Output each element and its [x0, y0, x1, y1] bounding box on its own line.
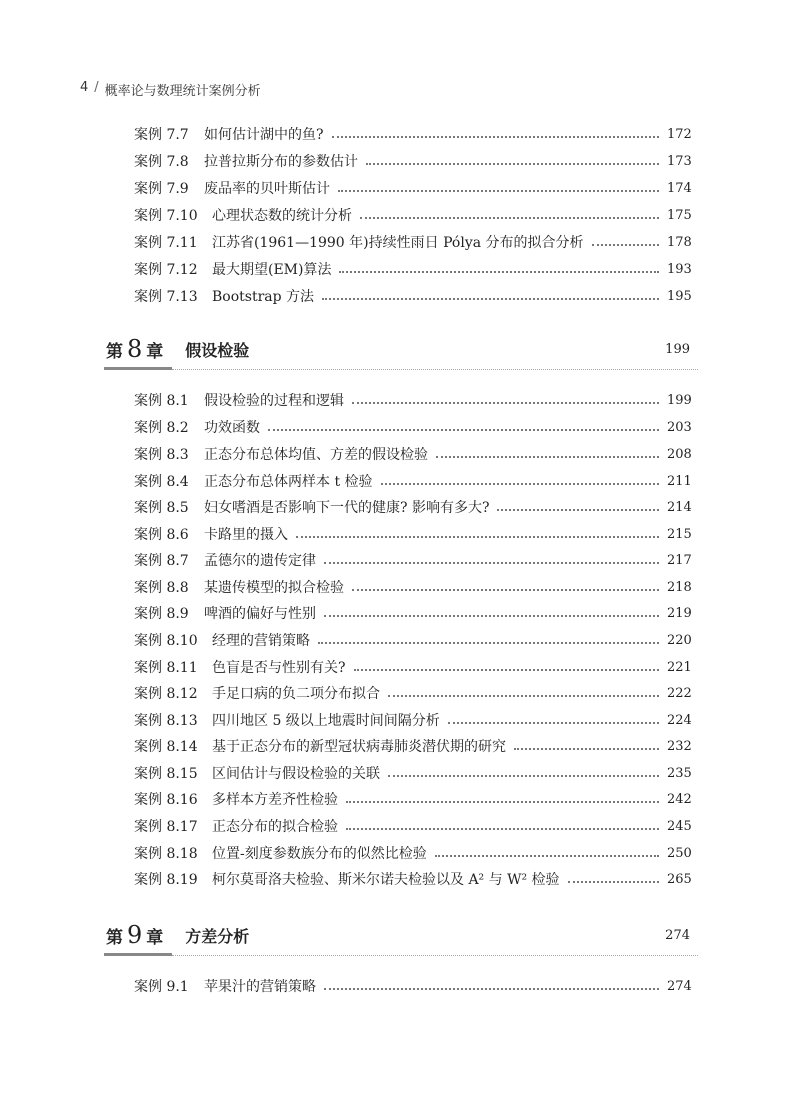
dot-leader	[332, 135, 659, 138]
case-title: 基于正态分布的新型冠状病毒肺炎潜伏期的研究	[212, 739, 506, 755]
page-ref: 214	[667, 499, 692, 515]
page-ref: 265	[667, 871, 692, 887]
case-title: 正态分布的拟合检验	[212, 819, 338, 835]
chapter-prefix: 第	[106, 928, 123, 948]
dot-leader	[318, 641, 659, 644]
page-ref: 211	[667, 473, 692, 489]
dot-leader	[436, 455, 659, 458]
case-title: 正态分布总体两样本 t 检验	[204, 474, 373, 490]
dot-leader	[388, 774, 659, 777]
page-ref: 218	[667, 579, 692, 595]
page-ref: 172	[667, 126, 692, 142]
toc-entry-7-7[interactable]	[134, 121, 692, 147]
dot-leader	[497, 508, 659, 511]
page-ref: 220	[667, 632, 692, 648]
chapter-prefix: 第	[106, 342, 123, 362]
case-number: 案例 8.11	[134, 660, 198, 676]
page-ref: 173	[667, 153, 692, 169]
case-title: 妇女嗜酒是否影响下一代的健康? 影响有多大?	[204, 500, 490, 516]
page-ref: 203	[667, 419, 692, 435]
chapter-9-rule	[104, 953, 698, 956]
case-title: Bootstrap 方法	[212, 289, 315, 305]
case-number: 案例 8.2	[134, 420, 189, 436]
dot-leader	[448, 721, 659, 724]
case-number: 案例 8.15	[134, 766, 198, 782]
case-number: 案例 8.14	[134, 739, 198, 755]
toc-entry-8-8[interactable]	[134, 574, 692, 600]
page-ref: 242	[667, 791, 692, 807]
toc-entry-8-12[interactable]	[134, 680, 692, 706]
dot-leader	[324, 987, 659, 990]
case-number: 案例 8.4	[134, 474, 189, 490]
case-number: 案例 8.17	[134, 819, 198, 835]
case-title: 假设检验的过程和逻辑	[204, 393, 344, 409]
toc-entry-8-11[interactable]	[134, 654, 692, 680]
case-title: 手足口病的负二项分布拟合	[212, 686, 380, 702]
page-ref: 245	[667, 818, 692, 834]
toc-entry-8-10[interactable]	[134, 627, 692, 653]
case-title: 江苏省(1961—1990 年)持续性雨日 Pólya 分布的拟合分析	[212, 235, 584, 251]
dot-leader	[360, 216, 659, 219]
case-number: 案例 8.5	[134, 500, 189, 516]
case-title: 废品率的贝叶斯估计	[204, 181, 330, 197]
chapter-title: 方差分析	[185, 926, 250, 946]
dot-leader	[514, 747, 659, 750]
case-title: 啤酒的偏好与性别	[204, 606, 316, 622]
case-number: 案例 8.18	[134, 846, 198, 862]
case-title: 位置-刻度参数族分布的似然比检验	[212, 846, 427, 862]
toc-entry-7-9[interactable]	[134, 175, 692, 201]
toc-entry-9-1[interactable]	[134, 973, 692, 999]
case-title: 卡路里的摄入	[204, 527, 288, 543]
dot-leader	[346, 827, 659, 830]
case-number: 案例 7.13	[134, 289, 198, 305]
chapter-suffix: 章	[146, 928, 164, 948]
case-title: 多样本方差齐性检验	[212, 792, 338, 808]
dot-leader	[268, 428, 659, 431]
case-title: 四川地区 5 级以上地震时间间隔分析	[212, 713, 440, 729]
toc-entry-8-6[interactable]	[134, 521, 692, 547]
chapter-label	[106, 921, 163, 949]
toc-entry-8-13[interactable]	[134, 707, 692, 733]
page-ref: 208	[667, 446, 692, 462]
page-ref: 195	[667, 288, 692, 304]
dot-leader	[366, 162, 659, 165]
page-ref: 222	[667, 685, 692, 701]
case-title: 功效函数	[204, 420, 260, 436]
toc-entry-8-2[interactable]	[134, 414, 692, 440]
toc-entry-8-19[interactable]	[134, 866, 692, 892]
toc-entry-7-11[interactable]	[134, 229, 692, 255]
case-number: 案例 8.7	[134, 553, 189, 569]
page-ref: 215	[667, 526, 692, 542]
dot-leader	[352, 588, 659, 591]
dot-leader	[568, 880, 659, 883]
toc-entry-7-8[interactable]	[134, 148, 692, 174]
toc-entry-8-18[interactable]	[134, 840, 692, 866]
case-title: 心理状态数的统计分析	[212, 208, 352, 224]
dot-leader	[352, 401, 659, 404]
case-number: 案例 8.8	[134, 580, 189, 596]
case-number: 案例 7.9	[134, 181, 189, 197]
rule-accent	[104, 953, 172, 956]
case-number: 案例 8.10	[134, 633, 198, 649]
toc-entry-8-9[interactable]	[134, 600, 692, 626]
dot-leader	[346, 800, 659, 803]
running-header	[80, 80, 261, 99]
toc-entry-8-15[interactable]	[134, 760, 692, 786]
page-ref: 224	[667, 712, 692, 728]
page-ref: 250	[667, 845, 692, 861]
page-ref: 219	[667, 605, 692, 621]
case-number: 案例 8.6	[134, 527, 189, 543]
chapter-number: 9	[127, 921, 143, 949]
header-separator: /	[94, 80, 99, 95]
case-number: 案例 7.10	[134, 208, 198, 224]
chapter-page: 274	[665, 927, 690, 943]
chapter-title: 假设检验	[185, 340, 250, 360]
chapter-9-heading[interactable]	[106, 920, 690, 950]
page-ref: 175	[667, 207, 692, 223]
page-ref: 232	[667, 738, 692, 754]
chapter-label	[106, 335, 163, 363]
case-title: 色盲是否与性别有关?	[212, 660, 346, 676]
case-number: 案例 8.1	[134, 393, 189, 409]
rule-accent	[104, 367, 172, 370]
case-title: 拉普拉斯分布的参数估计	[204, 154, 358, 170]
toc-entry-8-7[interactable]	[134, 547, 692, 573]
dot-leader	[435, 854, 659, 857]
header-book-title: 概率论与数理统计案例分析	[104, 84, 261, 99]
case-title: 正态分布总体均值、方差的假设检验	[204, 447, 428, 463]
case-title: 经理的营销策略	[212, 633, 310, 649]
case-number: 案例 8.19	[134, 872, 198, 888]
case-number: 案例 8.16	[134, 792, 198, 808]
case-title: 苹果汁的营销策略	[204, 979, 316, 995]
dot-leader	[296, 535, 659, 538]
page-ref: 174	[667, 180, 692, 196]
case-number: 案例 8.13	[134, 713, 198, 729]
rule-dotted	[172, 955, 698, 956]
dot-leader	[381, 482, 659, 485]
case-number: 案例 7.7	[134, 127, 189, 143]
page-ref: 235	[667, 765, 692, 781]
toc-entry-8-4[interactable]	[134, 468, 692, 494]
dot-leader	[388, 694, 659, 697]
chapter-suffix: 章	[146, 342, 164, 362]
dot-leader	[324, 614, 659, 617]
chapter-8-heading[interactable]	[106, 334, 690, 364]
case-title: 如何估计湖中的鱼?	[204, 127, 324, 143]
case-number: 案例 8.3	[134, 447, 189, 463]
page-ref: 193	[667, 261, 692, 277]
case-number: 案例 7.11	[134, 235, 198, 251]
case-title: 孟德尔的遗传定律	[204, 553, 316, 569]
toc-entry-8-5[interactable]	[134, 494, 692, 520]
dot-leader	[338, 189, 659, 192]
toc-entry-7-10[interactable]	[134, 202, 692, 228]
page-ref: 274	[667, 978, 692, 994]
case-title: 某遗传模型的拟合检验	[204, 580, 344, 596]
toc-entry-8-14[interactable]	[134, 733, 692, 759]
page-ref: 221	[667, 659, 692, 675]
dot-leader	[354, 668, 659, 671]
header-page-number: 4	[80, 80, 89, 95]
toc-entry-7-12[interactable]	[134, 256, 692, 282]
toc-entry-8-1[interactable]	[134, 387, 692, 413]
case-number: 案例 8.9	[134, 606, 189, 622]
toc-entry-8-17[interactable]	[134, 813, 692, 839]
page-ref: 178	[667, 234, 692, 250]
page-ref: 217	[667, 552, 692, 568]
dot-leader	[324, 561, 659, 564]
chapter-number: 8	[127, 335, 143, 363]
case-number: 案例 9.1	[134, 979, 189, 995]
chapter-page: 199	[665, 341, 690, 357]
page-ref: 199	[667, 392, 692, 408]
case-title: 区间估计与假设检验的关联	[212, 766, 380, 782]
case-title: 柯尔莫哥洛夫检验、斯米尔诺夫检验以及 A² 与 W² 检验	[212, 872, 560, 888]
toc-entry-8-16[interactable]	[134, 786, 692, 812]
dot-leader	[592, 243, 659, 246]
case-number: 案例 7.8	[134, 154, 189, 170]
chapter-8-rule	[104, 367, 698, 370]
rule-dotted	[172, 369, 698, 370]
toc-entry-7-13[interactable]	[134, 283, 692, 309]
case-number: 案例 7.12	[134, 262, 198, 278]
dot-leader	[322, 297, 659, 300]
case-number: 案例 8.12	[134, 686, 198, 702]
case-title: 最大期望(EM)算法	[212, 262, 332, 278]
toc-entry-8-3[interactable]	[134, 441, 692, 467]
dot-leader	[339, 270, 659, 273]
